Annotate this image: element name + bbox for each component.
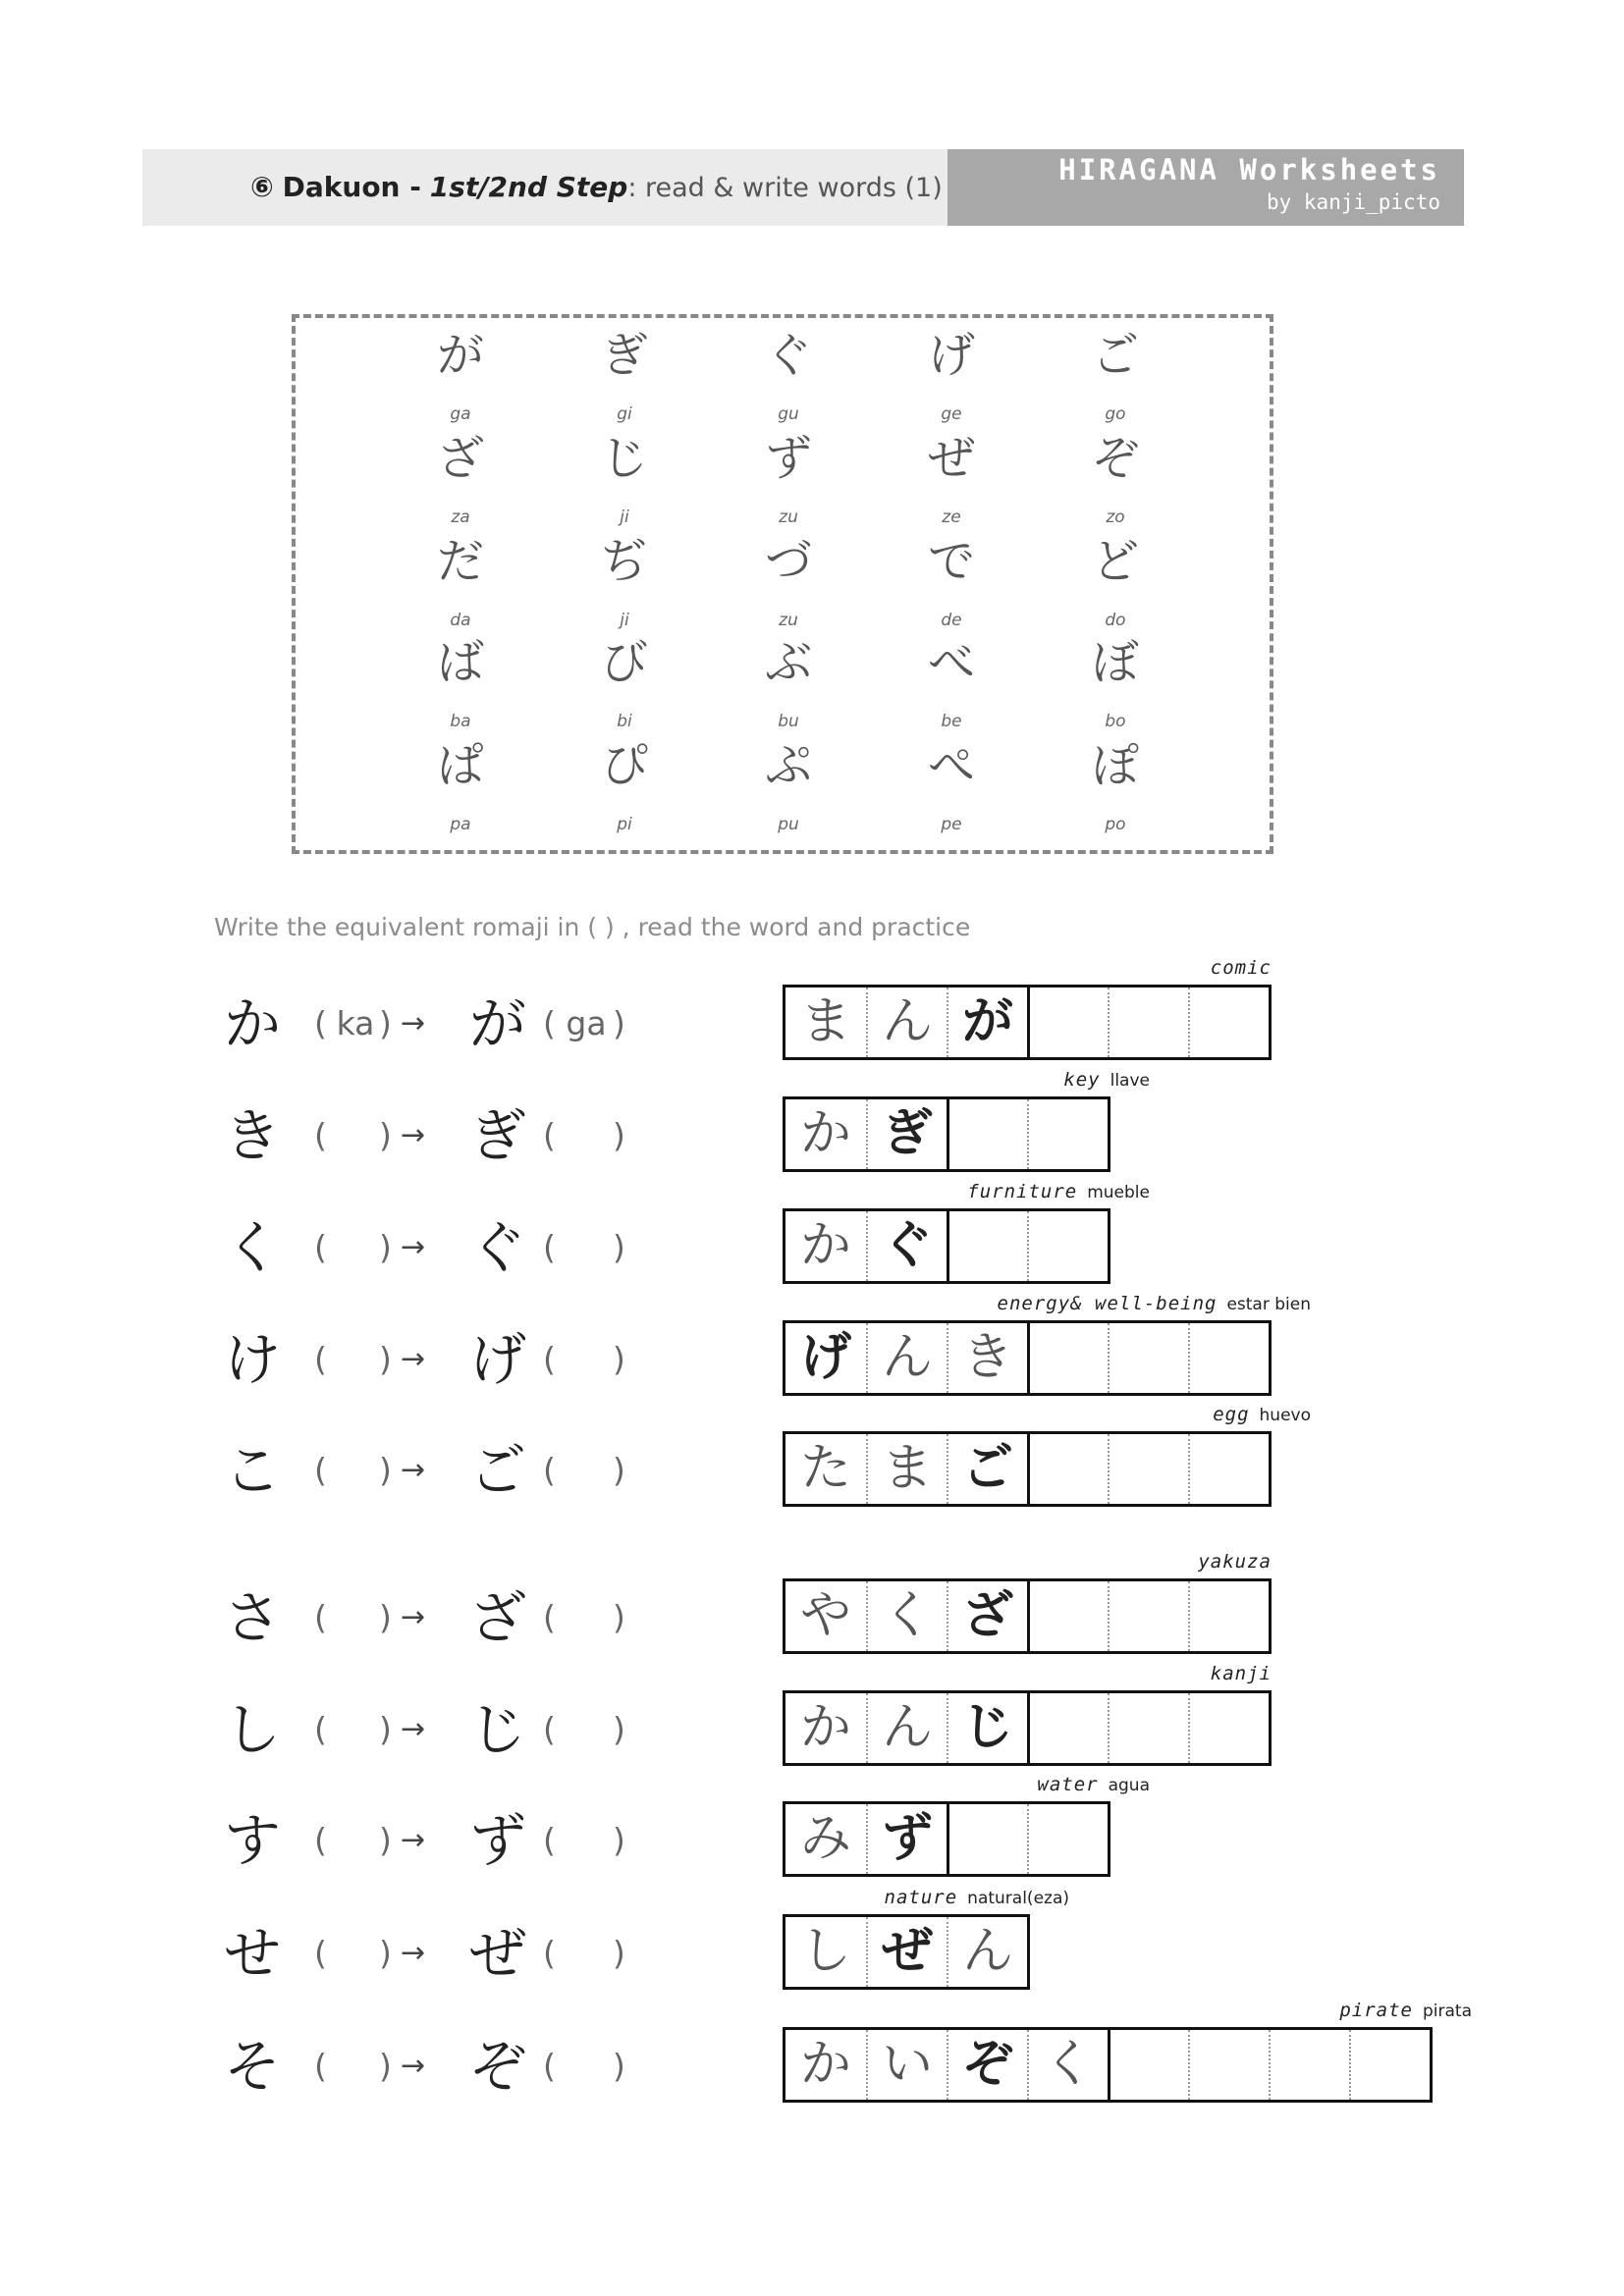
instruction-text: Write the equivalent romaji in ( ) , read the word and practice: [214, 913, 971, 941]
paren-close: ): [379, 1228, 392, 1266]
dakuon-reference-chart: [292, 314, 1273, 854]
chart-kana: ぷ: [764, 738, 812, 793]
header-brand-bar: [947, 149, 1464, 226]
dakuon-kana: ず: [469, 1807, 527, 1874]
word-kana-cell: か: [799, 1698, 851, 1757]
chart-romaji: ga: [450, 404, 471, 424]
chart-kana: ぺ: [927, 738, 975, 793]
chart-romaji: da: [450, 611, 471, 630]
paren-close: ): [379, 1821, 392, 1859]
lesson-topic: Dakuon -: [282, 171, 421, 203]
chart-romaji: bi: [617, 712, 632, 731]
exercise-row: [0, 1663, 1624, 1769]
chart-kana: だ: [436, 534, 484, 589]
word-meaning-label: [1211, 957, 1272, 979]
meaning-spanish: huevo: [1259, 1406, 1311, 1425]
paren-open: (: [543, 1116, 556, 1154]
word-kana-cell: ん: [947, 1917, 1027, 1987]
word-kana-cell: ん: [866, 1323, 947, 1393]
writing-boxes: [783, 1431, 1272, 1507]
writing-boxes: [783, 1914, 1030, 1990]
practice-cell[interactable]: [1188, 2030, 1269, 2100]
chart-romaji: pi: [617, 815, 632, 834]
writing-boxes: [783, 1801, 1110, 1877]
word-kana-cell: じ: [947, 1693, 1027, 1763]
word-kana-cell: き: [947, 1323, 1027, 1393]
practice-cell[interactable]: [1027, 1211, 1108, 1281]
word-meaning-label: [1037, 1774, 1150, 1795]
word-meaning-label: [1213, 1404, 1311, 1425]
paren-open: (: [543, 1451, 556, 1489]
meaning-english: energy& well-being: [997, 1293, 1218, 1314]
word-kana-cell: ん: [866, 988, 947, 1057]
paren-close: ): [379, 1710, 392, 1748]
paren-close: ): [613, 1934, 625, 1972]
word-kana-cell: ぞ: [947, 2030, 1027, 2100]
chart-romaji: ji: [620, 611, 629, 630]
meaning-spanish: natural(eza): [967, 1889, 1069, 1908]
paren-open: (: [543, 1934, 556, 1972]
arrow-icon: →: [401, 2049, 426, 2083]
base-kana: そ: [224, 2033, 282, 2100]
word-kana-cell: く: [1027, 2030, 1108, 2100]
word-kana-cell: ぜ: [866, 1917, 947, 1987]
paren-close: ): [379, 1116, 392, 1154]
meaning-spanish: pirata: [1422, 2002, 1472, 2021]
word-kana-cell: し: [799, 1922, 851, 1981]
paren-close: ): [613, 1340, 625, 1378]
header-title-bar: [142, 149, 947, 226]
word-kana-cell: や: [799, 1586, 851, 1645]
base-kana: こ: [224, 1437, 282, 1504]
word-kana-cell: か: [799, 2035, 851, 2094]
chart-kana: ぴ: [600, 738, 648, 793]
practice-cell[interactable]: [1027, 1693, 1108, 1763]
arrow-icon: →: [401, 1600, 426, 1634]
practice-cell[interactable]: [1188, 1434, 1269, 1504]
word-kana-cell: か: [799, 1104, 851, 1163]
word-meaning-label: [885, 1887, 1069, 1908]
meaning-spanish: llave: [1110, 1071, 1150, 1091]
meaning-english: kanji: [1210, 1663, 1272, 1684]
chart-kana: ぐ: [764, 328, 812, 383]
paren-open: (: [314, 1451, 327, 1489]
paren-open: (: [314, 1116, 327, 1154]
word-meaning-label: [1211, 1663, 1272, 1684]
practice-cell[interactable]: [1188, 1581, 1269, 1651]
practice-cell[interactable]: [947, 1804, 1027, 1874]
chart-romaji: za: [451, 507, 470, 527]
meaning-spanish: estar bien: [1226, 1295, 1311, 1314]
paren-open: (: [314, 1004, 327, 1042]
chart-kana: ぞ: [1091, 431, 1139, 486]
chart-kana: ぜ: [927, 431, 975, 486]
word-kana-cell: が: [947, 988, 1027, 1057]
chart-kana: ざ: [436, 431, 484, 486]
writing-boxes: [783, 1096, 1110, 1172]
dakuon-kana: ざ: [469, 1584, 527, 1651]
meaning-english: key: [1063, 1069, 1101, 1091]
meaning-spanish: agua: [1108, 1776, 1150, 1795]
paren-open: (: [543, 1598, 556, 1636]
exercise-row: [0, 1181, 1624, 1287]
paren-open: (: [543, 1710, 556, 1748]
paren-close: ): [613, 1598, 625, 1636]
paren-close: ): [613, 1004, 625, 1042]
arrow-icon: →: [401, 1230, 426, 1264]
paren-close: ): [379, 1340, 392, 1378]
base-kana: き: [224, 1102, 282, 1169]
meaning-english: egg: [1213, 1404, 1250, 1425]
paren-open: (: [314, 1710, 327, 1748]
chart-romaji: gu: [778, 404, 799, 424]
lesson-subtitle: : read & write words (1): [627, 173, 943, 203]
worksheet-title: [250, 149, 943, 226]
word-kana-cell: ん: [866, 1693, 947, 1763]
chart-romaji: ba: [450, 712, 471, 731]
paren-open: (: [543, 1821, 556, 1859]
meaning-english: yakuza: [1198, 1551, 1272, 1573]
arrow-icon: →: [401, 1712, 426, 1746]
meaning-english: pirate: [1339, 2000, 1413, 2021]
chart-romaji: be: [941, 712, 962, 731]
chart-romaji: do: [1105, 611, 1126, 630]
arrow-icon: →: [401, 1006, 426, 1041]
exercise-row: [0, 1069, 1624, 1175]
chart-kana: ぱ: [436, 738, 484, 793]
writing-boxes: [783, 1578, 1272, 1654]
word-kana-cell: か: [799, 1216, 851, 1275]
chart-romaji: de: [941, 611, 962, 630]
practice-cell[interactable]: [1108, 1434, 1188, 1504]
practice-cell[interactable]: [1108, 1581, 1188, 1651]
exercise-row: [0, 1774, 1624, 1880]
dakuon-romaji-answer[interactable]: ga: [566, 1004, 607, 1042]
base-kana: さ: [224, 1584, 282, 1651]
base-kana: け: [224, 1326, 282, 1393]
arrow-icon: →: [401, 1453, 426, 1487]
practice-cell[interactable]: [1269, 2030, 1349, 2100]
brand-title: HIRAGANA Worksheets: [1058, 153, 1440, 187]
chart-kana: ぎ: [600, 328, 648, 383]
paren-close: ): [613, 1451, 625, 1489]
practice-cell[interactable]: [1027, 1804, 1108, 1874]
writing-boxes: [783, 985, 1272, 1060]
paren-open: (: [543, 1228, 556, 1266]
paren-close: ): [379, 1451, 392, 1489]
arrow-icon: →: [401, 1118, 426, 1152]
chart-kana: ご: [1091, 328, 1139, 383]
practice-cell[interactable]: [1027, 1581, 1108, 1651]
meaning-english: furniture: [967, 1181, 1078, 1202]
practice-cell[interactable]: [1349, 2030, 1430, 2100]
paren-close: ): [613, 2047, 625, 2085]
chart-romaji: gi: [617, 404, 632, 424]
meaning-english: nature: [884, 1887, 958, 1908]
exercise-row: [0, 1404, 1624, 1510]
dakuon-kana: ご: [469, 1437, 527, 1504]
word-kana-cell: げ: [799, 1328, 851, 1387]
base-kana: せ: [224, 1920, 282, 1987]
arrow-icon: →: [401, 1936, 426, 1970]
paren-close: ): [613, 1116, 625, 1154]
word-kana-cell: ま: [799, 992, 851, 1051]
practice-cell[interactable]: [947, 1099, 1027, 1169]
paren-open: (: [314, 1340, 327, 1378]
chart-kana: ぶ: [764, 635, 812, 690]
paren-close: ): [379, 2047, 392, 2085]
meaning-english: comic: [1210, 957, 1272, 979]
exercise-row: [0, 2000, 1624, 2106]
base-kana: し: [224, 1696, 282, 1763]
base-kana: く: [224, 1214, 282, 1281]
chart-romaji: pe: [941, 815, 962, 834]
chart-romaji: go: [1105, 404, 1126, 424]
practice-cell[interactable]: [1188, 988, 1269, 1057]
practice-cell[interactable]: [1027, 1434, 1108, 1504]
paren-close: ): [613, 1710, 625, 1748]
chart-kana: ぢ: [600, 534, 648, 589]
brand-author: by kanji_picto: [1266, 190, 1440, 214]
practice-cell[interactable]: [1188, 1323, 1269, 1393]
lesson-step: 1st/2nd Step: [429, 171, 628, 203]
practice-cell[interactable]: [1108, 2030, 1188, 2100]
exercise-row: [0, 1551, 1624, 1657]
chart-romaji: zo: [1106, 507, 1125, 527]
paren-close: ): [379, 1598, 392, 1636]
meaning-spanish: mueble: [1087, 1183, 1150, 1202]
arrow-icon: →: [401, 1823, 426, 1857]
practice-cell[interactable]: [1188, 1693, 1269, 1763]
chart-kana: づ: [764, 534, 812, 589]
chart-kana: ず: [764, 431, 812, 486]
chart-kana: ぼ: [1091, 635, 1139, 690]
arrow-icon: →: [401, 1342, 426, 1376]
word-kana-cell: い: [866, 2030, 947, 2100]
meaning-english: water: [1037, 1774, 1099, 1795]
paren-close: ): [379, 1934, 392, 1972]
dakuon-kana: ぎ: [469, 1102, 527, 1169]
paren-open: (: [314, 1228, 327, 1266]
base-kana: か: [224, 990, 282, 1057]
exercise-row: [0, 957, 1624, 1063]
chart-kana: ば: [436, 635, 484, 690]
word-kana-cell: ま: [866, 1434, 947, 1504]
chart-romaji: bo: [1105, 712, 1126, 731]
chart-romaji: ge: [941, 404, 962, 424]
chart-romaji: bu: [778, 712, 799, 731]
paren-open: (: [314, 1821, 327, 1859]
dakuon-kana: ぐ: [469, 1214, 527, 1281]
chart-romaji: pa: [450, 815, 471, 834]
dakuon-kana: ぜ: [469, 1920, 527, 1987]
chart-kana: ぽ: [1091, 738, 1139, 793]
word-meaning-label: [1339, 2000, 1472, 2021]
word-kana-cell: く: [866, 1581, 947, 1651]
word-meaning-label: [1063, 1069, 1150, 1091]
word-kana-cell: ぐ: [866, 1211, 947, 1281]
chart-romaji: ji: [620, 507, 629, 527]
paren-close: ): [613, 1821, 625, 1859]
chart-romaji: zu: [779, 611, 798, 630]
word-kana-cell: ざ: [947, 1581, 1027, 1651]
paren-open: (: [543, 1340, 556, 1378]
base-kana: す: [224, 1807, 282, 1874]
practice-cell[interactable]: [1108, 988, 1188, 1057]
word-meaning-label: [998, 1293, 1311, 1314]
chart-kana: じ: [600, 431, 648, 486]
paren-close: ): [379, 1004, 392, 1042]
chart-romaji: zu: [779, 507, 798, 527]
word-meaning-label: [1198, 1551, 1272, 1573]
word-meaning-label: [967, 1181, 1150, 1202]
paren-open: (: [314, 1934, 327, 1972]
chart-kana: び: [600, 635, 648, 690]
paren-open: (: [314, 1598, 327, 1636]
paren-open: (: [314, 2047, 327, 2085]
lesson-number: ⑥: [250, 171, 274, 203]
dakuon-kana: ぞ: [469, 2033, 527, 2100]
paren-open: (: [543, 2047, 556, 2085]
dakuon-kana: が: [469, 990, 527, 1057]
chart-kana: ど: [1091, 534, 1139, 589]
dakuon-kana: じ: [469, 1696, 527, 1763]
chart-kana: で: [927, 534, 975, 589]
base-romaji-answer[interactable]: ka: [336, 1004, 375, 1042]
practice-cell[interactable]: [947, 1211, 1027, 1281]
word-kana-cell: み: [799, 1809, 851, 1868]
word-kana-cell: ご: [947, 1434, 1027, 1504]
chart-kana: げ: [927, 328, 975, 383]
word-kana-cell: ず: [866, 1804, 947, 1874]
exercise-row: [0, 1887, 1624, 1993]
chart-kana: が: [436, 328, 484, 383]
word-kana-cell: ぎ: [866, 1099, 947, 1169]
chart-romaji: pu: [778, 815, 799, 834]
dakuon-kana: げ: [469, 1326, 527, 1393]
paren-close: ): [613, 1228, 625, 1266]
chart-kana: べ: [927, 635, 975, 690]
practice-cell[interactable]: [1027, 988, 1108, 1057]
chart-romaji: ze: [942, 507, 961, 527]
writing-boxes: [783, 2027, 1433, 2103]
exercise-row: [0, 1293, 1624, 1399]
writing-boxes: [783, 1208, 1110, 1284]
writing-boxes: [783, 1320, 1272, 1396]
paren-open: (: [543, 1004, 556, 1042]
writing-boxes: [783, 1690, 1272, 1766]
practice-cell[interactable]: [1027, 1323, 1108, 1393]
chart-romaji: po: [1105, 815, 1126, 834]
word-kana-cell: た: [799, 1439, 851, 1498]
practice-cell[interactable]: [1027, 1099, 1108, 1169]
practice-cell[interactable]: [1108, 1323, 1188, 1393]
practice-cell[interactable]: [1108, 1693, 1188, 1763]
